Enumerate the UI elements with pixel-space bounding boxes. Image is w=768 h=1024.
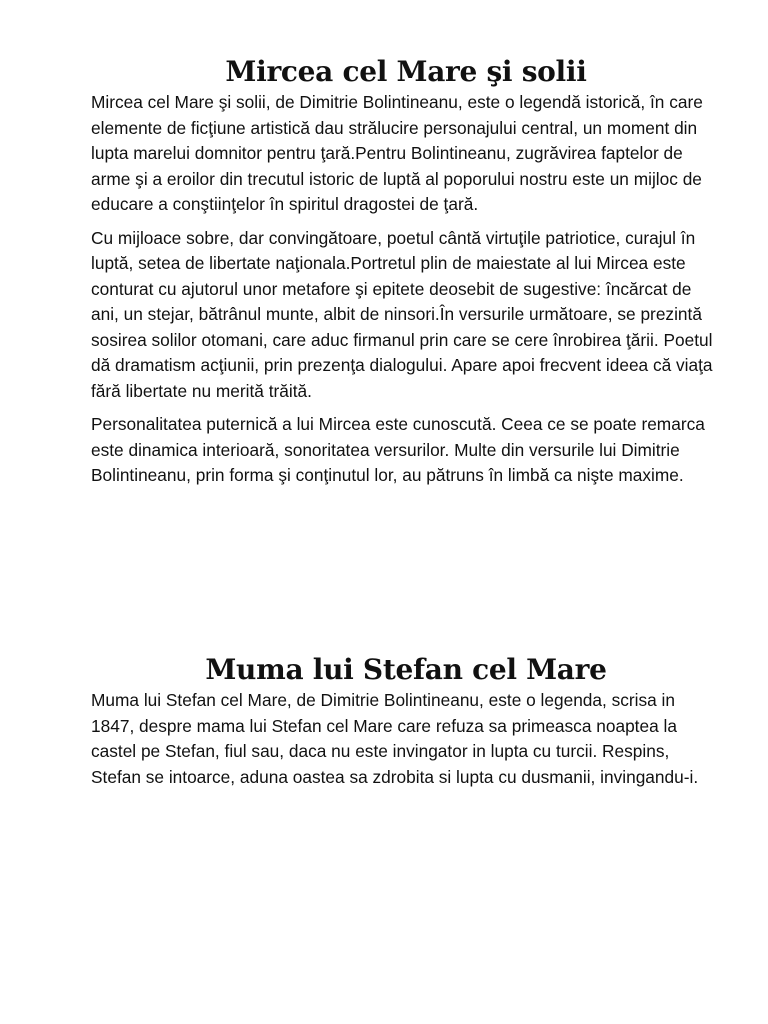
paragraph: Mircea cel Mare şi solii, de Dimitrie Bolintineanu, este o legendă istorică, în care elemente de ficţiune artistică dau strălucire personajului central, un moment din lupta marelui domnitor pentru ţară.Pentru Bolintineanu, zugrăvirea faptelor de arme şi a eroilor din trecutul istoric de luptă al poporului nostru este un mijloc de educare a conştiinţelor în spiritul dragostei de ţară.: [91, 92, 703, 214]
section-body: [91, 90, 721, 489]
paragraph: Cu mijloace sobre, dar convingătoare, poetul cântă virtuţile patriotice, curajul în luptă, setea de libertate naţionala.Portretul plin de maiestate al lui Mircea este conturat cu ajutorul unor metafore şi epitete deosebit de sugestive: încărcat de ani, un stejar, bătrânul munte, albit de ninsori.În versurile următoare, se prezintă sosirea solilor otomani, care aduc firmanul prin care se cere înrobirea ţării. Poetul dă dramatism acţiunii, prin prezenţa dialogului. Apare apoi frecvent ideea că viaţa fără libertate nu merită trăită.: [91, 227, 713, 401]
paragraph: Personalitatea puternică a lui Mircea este cunoscută. Ceea ce se poate remarca este dinamica interioară, sonoritatea versurilor. Multe din versurile lui Dimitrie Bolintineanu, prin forma şi conţinutul lor, au pătruns în limbă ca nişte maxime.: [91, 414, 705, 485]
paragraph: Muma lui Stefan cel Mare, de Dimitrie Bolintineanu, este o legenda, scrisa in 1847, despre mama lui Stefan cel Mare care refuza sa primeasca noaptea la castel pe Stefan, fiul sau, daca nu este invingator in lupta cu turcii. Respins, Stefan se intoarce, aduna oastea sa zdrobita si lupta cu dusmanii, invingandu-i.: [91, 690, 699, 787]
section-title: Mircea cel Mare şi solii: [225, 55, 587, 88]
section-title: Muma lui Stefan cel Mare: [205, 653, 607, 686]
section-muma: [91, 652, 721, 798]
section-mircea: [91, 54, 721, 497]
section-body: [91, 688, 721, 790]
